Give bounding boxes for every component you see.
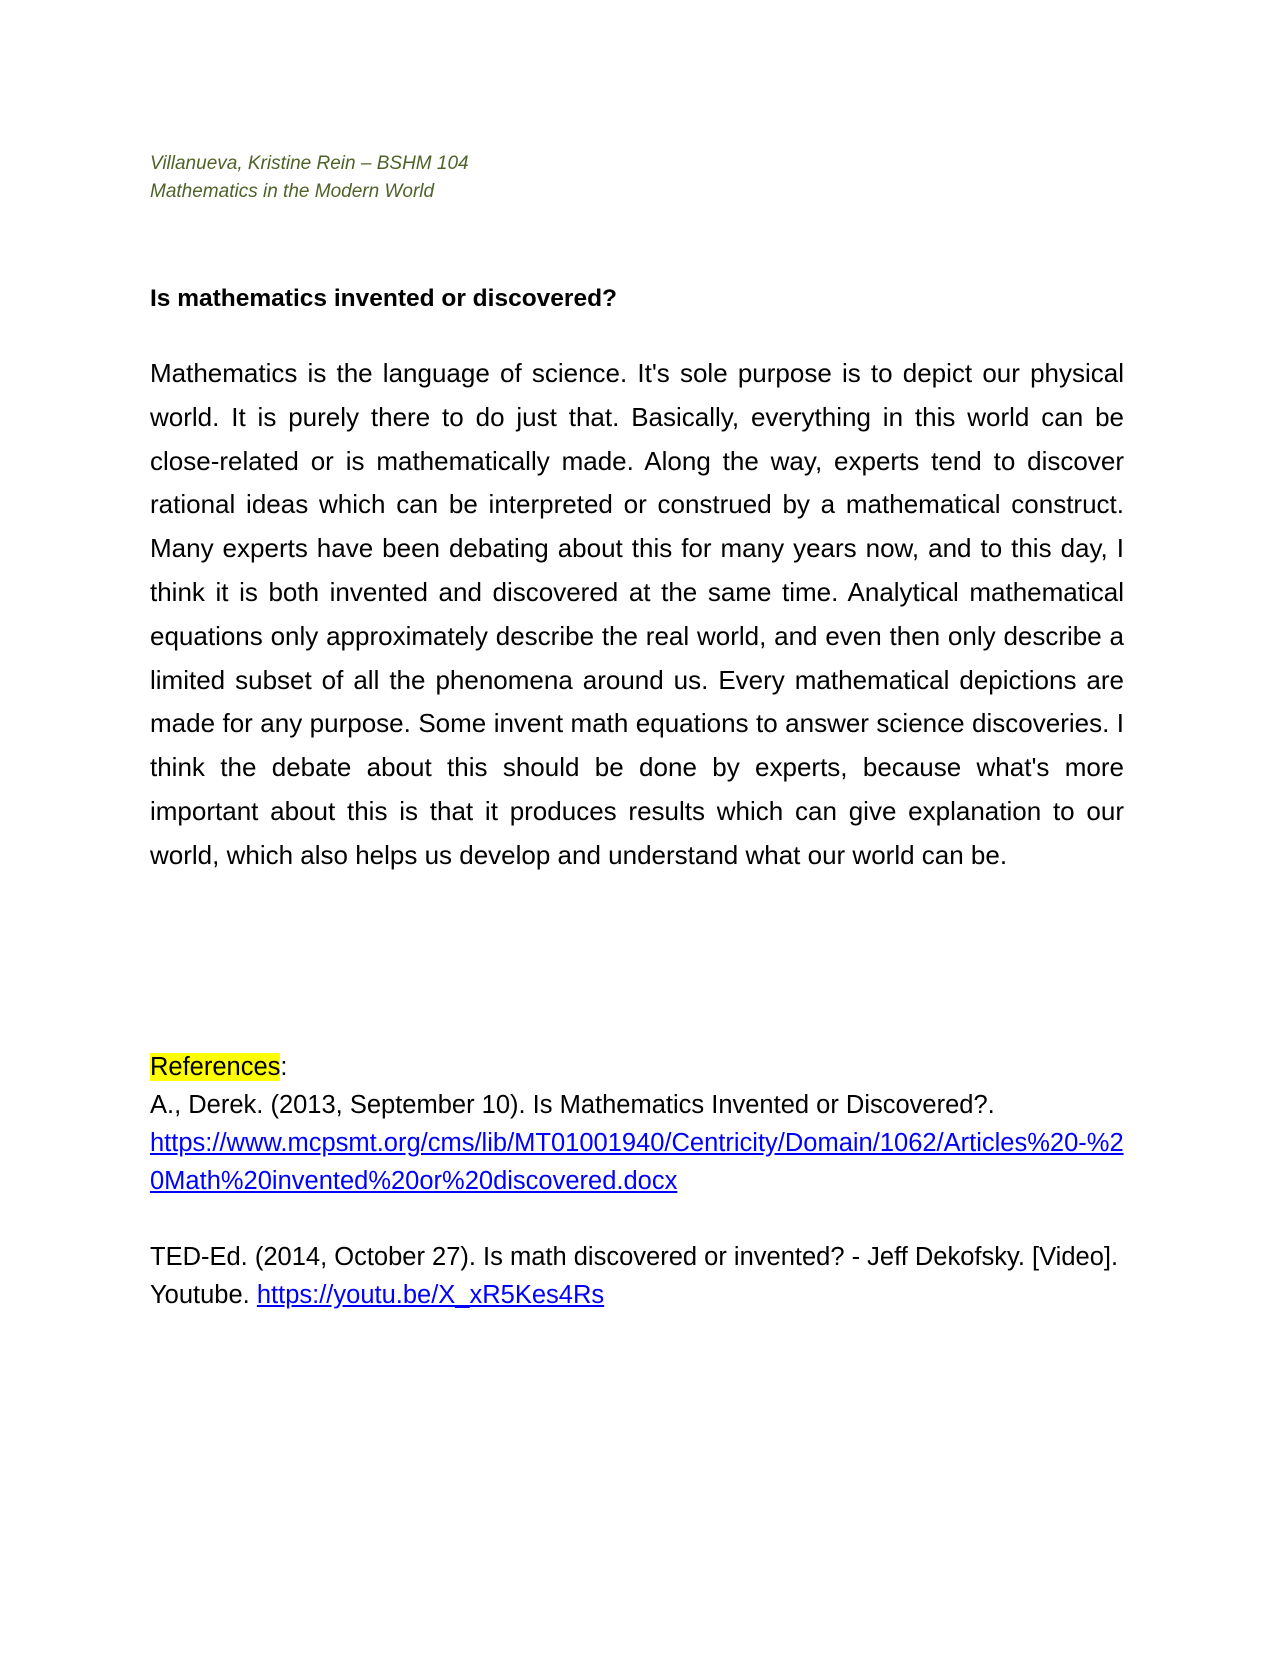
references-heading: References bbox=[150, 1052, 281, 1081]
reference-spacer bbox=[150, 1200, 1124, 1238]
references-heading-colon: : bbox=[280, 1052, 288, 1081]
references-section bbox=[150, 1048, 1124, 1314]
reference-entry-2 bbox=[150, 1238, 1124, 1314]
reference-entry-1 bbox=[150, 1086, 1124, 1200]
reference-citation: A., Derek. (2013, September 10). Is Mathematics Invented or Discovered?. bbox=[150, 1090, 995, 1119]
references-heading-row bbox=[150, 1048, 1124, 1086]
essay-title: Is mathematics invented or discovered? bbox=[150, 285, 618, 312]
reference-citation: TED-Ed. (2014, October 27). Is math discovered or invented? - Jeff Dekofsky. [Video]. Youtube. bbox=[150, 1242, 1119, 1309]
essay-body: Mathematics is the language of science. It's sole purpose is to depict our physical world. It is purely there to do just that. Basically, everything in this world can be close-related or is mathematically made. Along the way, experts tend to discover rational ideas which can be interpreted or construed by a mathematical construct. Many experts have been debating about this for many years now, and to this day, I think it is both invented and discovered at the same time. Analytical mathematical equations only approximately describe the real world, and even then only describe a limited subset of all the phenomena around us. Every mathematical depictions are made for any purpose. Some invent math equations to answer science discoveries. I think the debate about this should be done by experts, because what's more important about this is that it produces results which can give explanation to our world, which also helps us develop and understand what our world can be. bbox=[150, 358, 1124, 870]
reference-link[interactable]: https://www.mcpsmt.org/cms/lib/MT01001940/Centricity/Domain/1062/Articles%20-%20Math%20invented%20or%20discovered.docx bbox=[150, 1128, 1124, 1195]
reference-link[interactable]: https://youtu.be/X_xR5Kes4Rs bbox=[256, 1280, 605, 1309]
course-line: Mathematics in the Modern World bbox=[150, 181, 435, 202]
author-line: Villanueva, Kristine Rein – BSHM 104 bbox=[150, 153, 469, 174]
document-page bbox=[150, 150, 1124, 1314]
